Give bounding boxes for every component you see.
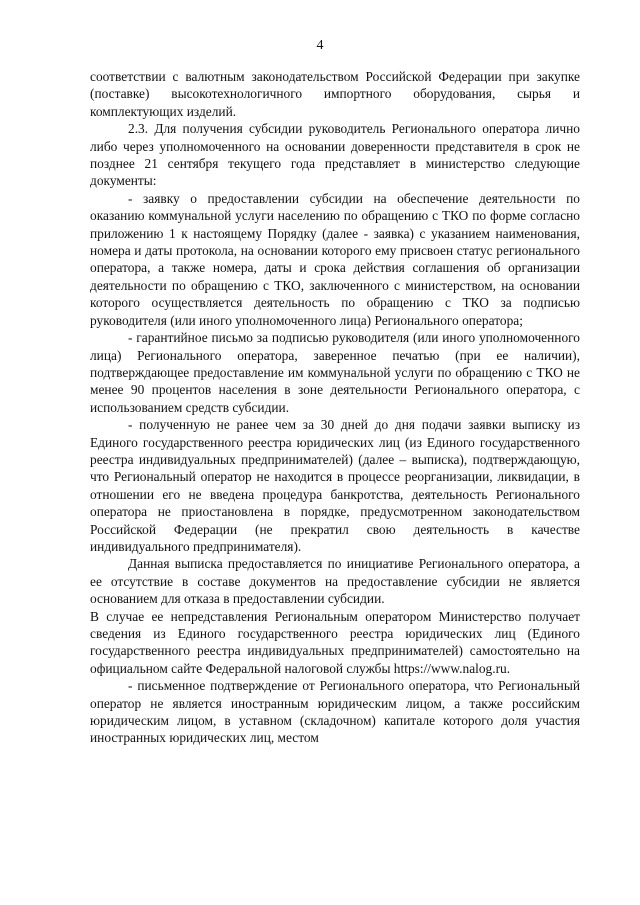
paragraph-written-confirmation-item: - письменное подтверждение от Регионального оператора, что Региональный оператор не является иностранным юридическим лицом, а также российским юридическим лицом, в уставном (складочном) капитале которого доля участия иностранных юридических лиц, местом bbox=[90, 678, 580, 746]
paragraph-continuation: соответствии с валютным законодательством Российской Федерации при закупке (поставке) высокотехнологичного импортного оборудования, сырья и комплектующих изделий. bbox=[90, 69, 580, 119]
paragraph-registry-extract-item: - полученную не ранее чем за 30 дней до дня подачи заявки выписку из Единого государственного реестра юридических лиц (из Единого государственного реестра индивидуальных предпринимателей) (далее – выписка), подтверждающую, что Региональный оператор не находится в процессе реорганизации, ликвидации, в отношении его не введена процедура банкротства, деятельность Регионального оператора не приостановлена в порядке, предусмотренном законодательством Российской Федерации (не прекратил свою деятельность в качестве индивидуального предпринимателя). bbox=[90, 417, 580, 554]
page-number: 4 bbox=[316, 38, 324, 53]
paragraph-extract-initiative: Данная выписка предоставляется по инициативе Регионального оператора, а ее отсутствие в составе документов на предоставление субсидии не является основанием для отказа в предоставлении субсидии. bbox=[90, 556, 580, 607]
document-body bbox=[90, 68, 580, 747]
paragraph-guarantee-letter-item: - гарантийное письмо за подписью руководителя (или иного уполномоченного лица) Регионального оператора, заверенное печатью (при ее наличии), подтверждающее предоставление им коммунальной услуги по обращению с ТКО не менее 90 процентов населения в зоне деятельности Регионального оператора, с использованием средств субсидии. bbox=[90, 330, 580, 415]
paragraph-section-2-3: 2.3. Для получения субсидии руководитель Регионального оператора лично либо через уполномоченного на основании доверенности представителя в срок не позднее 21 сентября текущего года представляет в министерство следующие документы: bbox=[90, 121, 580, 189]
paragraph-application-item: - заявку о предоставлении субсидии на обеспечение деятельности по оказанию коммунальной услуги населению по обращению с ТКО по форме согласно приложению 1 к настоящему Порядку (далее - заявка) с указанием наименования, номера и даты протокола, на основании которого ему присвоен статус регионального оператора, а также номера, даты и срока действия соглашения об организации деятельности по обращению с ТКО, заключенного с министерством, на основании которого осуществляется деятельность по обращению с ТКО за подписью руководителя (или иного уполномоченного лица) Регионального оператора; bbox=[90, 190, 580, 328]
paragraph-non-submission: В случае ее непредставления Региональным оператором Министерство получает сведения из Единого государственного реестра юридических лиц (Единого государственного реестра индивидуальных предпринимателей) самостоятельно на официальном сайте Федеральной налоговой службы https://www.nalog.ru. bbox=[90, 608, 580, 676]
